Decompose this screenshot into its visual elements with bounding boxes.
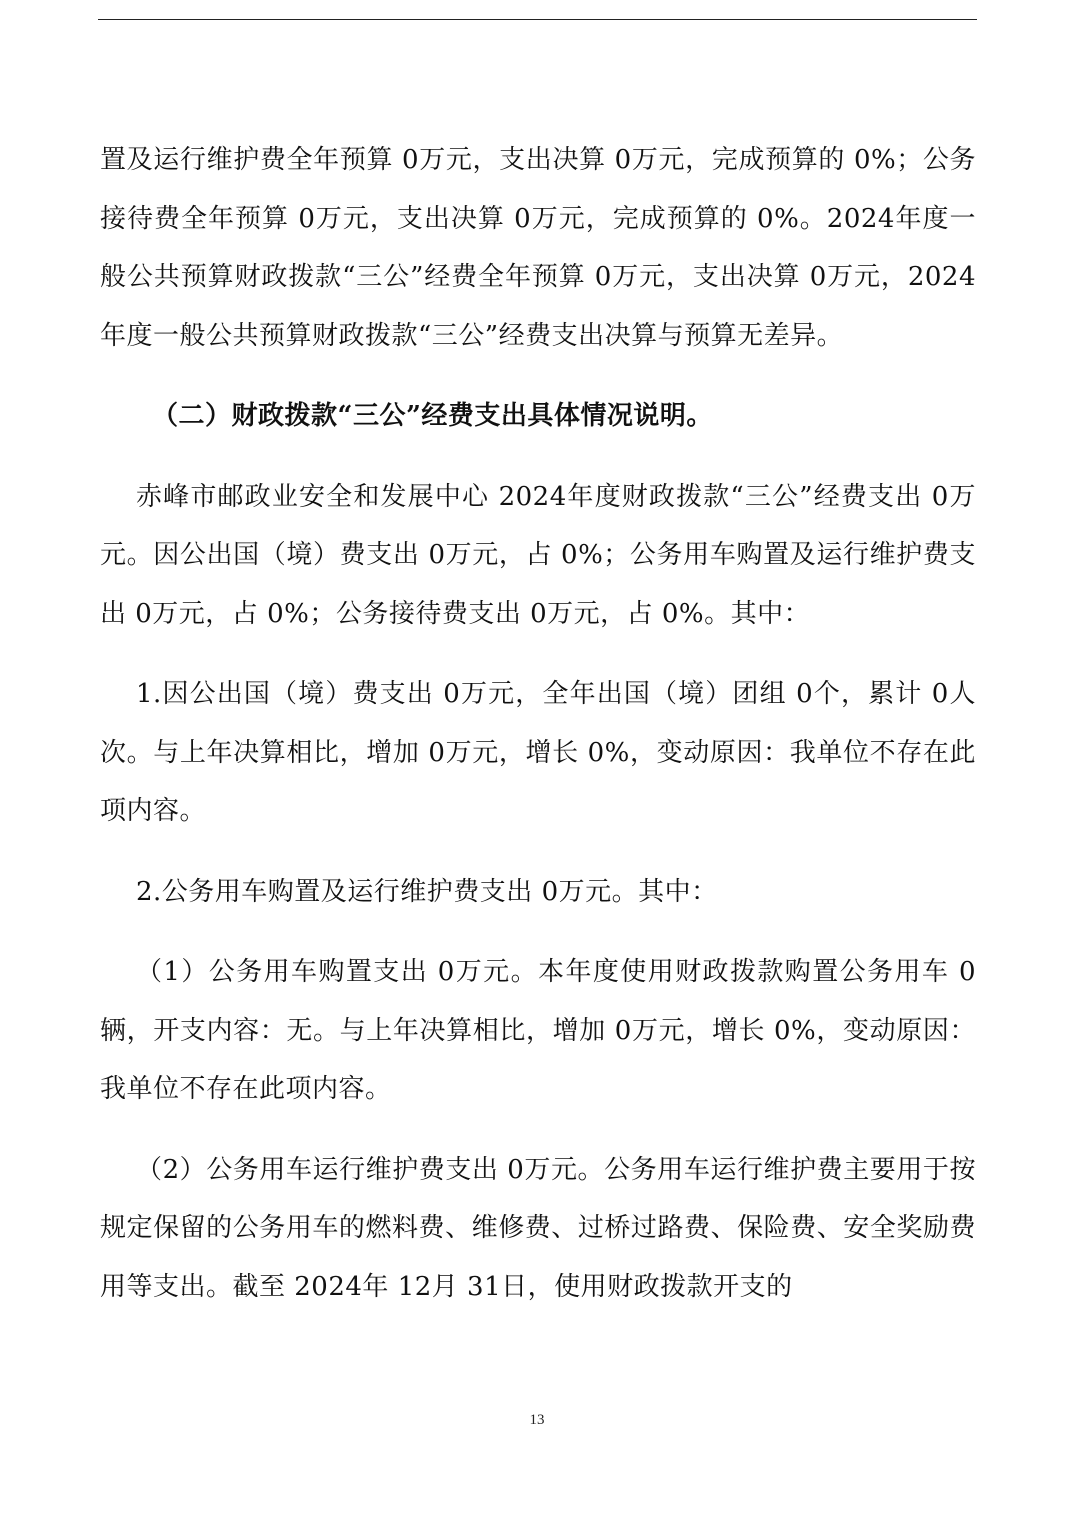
- page-number: 13: [529, 1412, 545, 1428]
- paragraph-vehicle-maintenance: （2）公务用车运行维护费支出 0万元。公务用车运行维护费主要用于按规定保留的公务用车的燃料费、维修费、过桥过路费、保险费、安全奖励费用等支出。截至 2024年 12月 31日，使用财政拨款开支的: [100, 1154, 976, 1302]
- header-rule: [98, 19, 977, 20]
- paragraph-overseas-travel: 1.因公出国（境）费支出 0万元，全年出国（境）团组 0个，累计 0人次。与上年决算相比，增加 0万元，增长 0%，变动原因：我单位不存在此项内容。: [100, 679, 976, 826]
- paragraph-vehicle-purchase: （1）公务用车购置支出 0万元。本年度使用财政拨款购置公务用车 0辆，开支内容：无。与上年决算相比，增加 0万元，增长 0%，变动原因：我单位不存在此项内容。: [100, 957, 976, 1104]
- paragraph-vehicle-total: 2.公务用车购置及运行维护费支出 0万元。其中：: [136, 876, 718, 907]
- document-body: [100, 131, 976, 1316]
- section-heading: （二）财政拨款“三公”经费支出具体情况说明。: [152, 401, 713, 431]
- paragraph-budget-summary: 置及运行维护费全年预算 0万元，支出决算 0万元，完成预算的 0%；公务接待费全年预算 0万元，支出决算 0万元，完成预算的 0%。2024年度一般公共预算财政拨款“三公”经费全年预算 0万元，支出决算 0万元，2024年度一般公共预算财政拨款“三公”经费支出决算与预算无差异。: [100, 145, 976, 351]
- paragraph-expenditure-overview: 赤峰市邮政业安全和发展中心 2024年度财政拨款“三公”经费支出 0万元。因公出国（境）费支出 0万元，占 0%；公务用车购置及运行维护费支出 0万元，占 0%；公务接待费支出 0万元，占 0%。其中：: [100, 481, 976, 629]
